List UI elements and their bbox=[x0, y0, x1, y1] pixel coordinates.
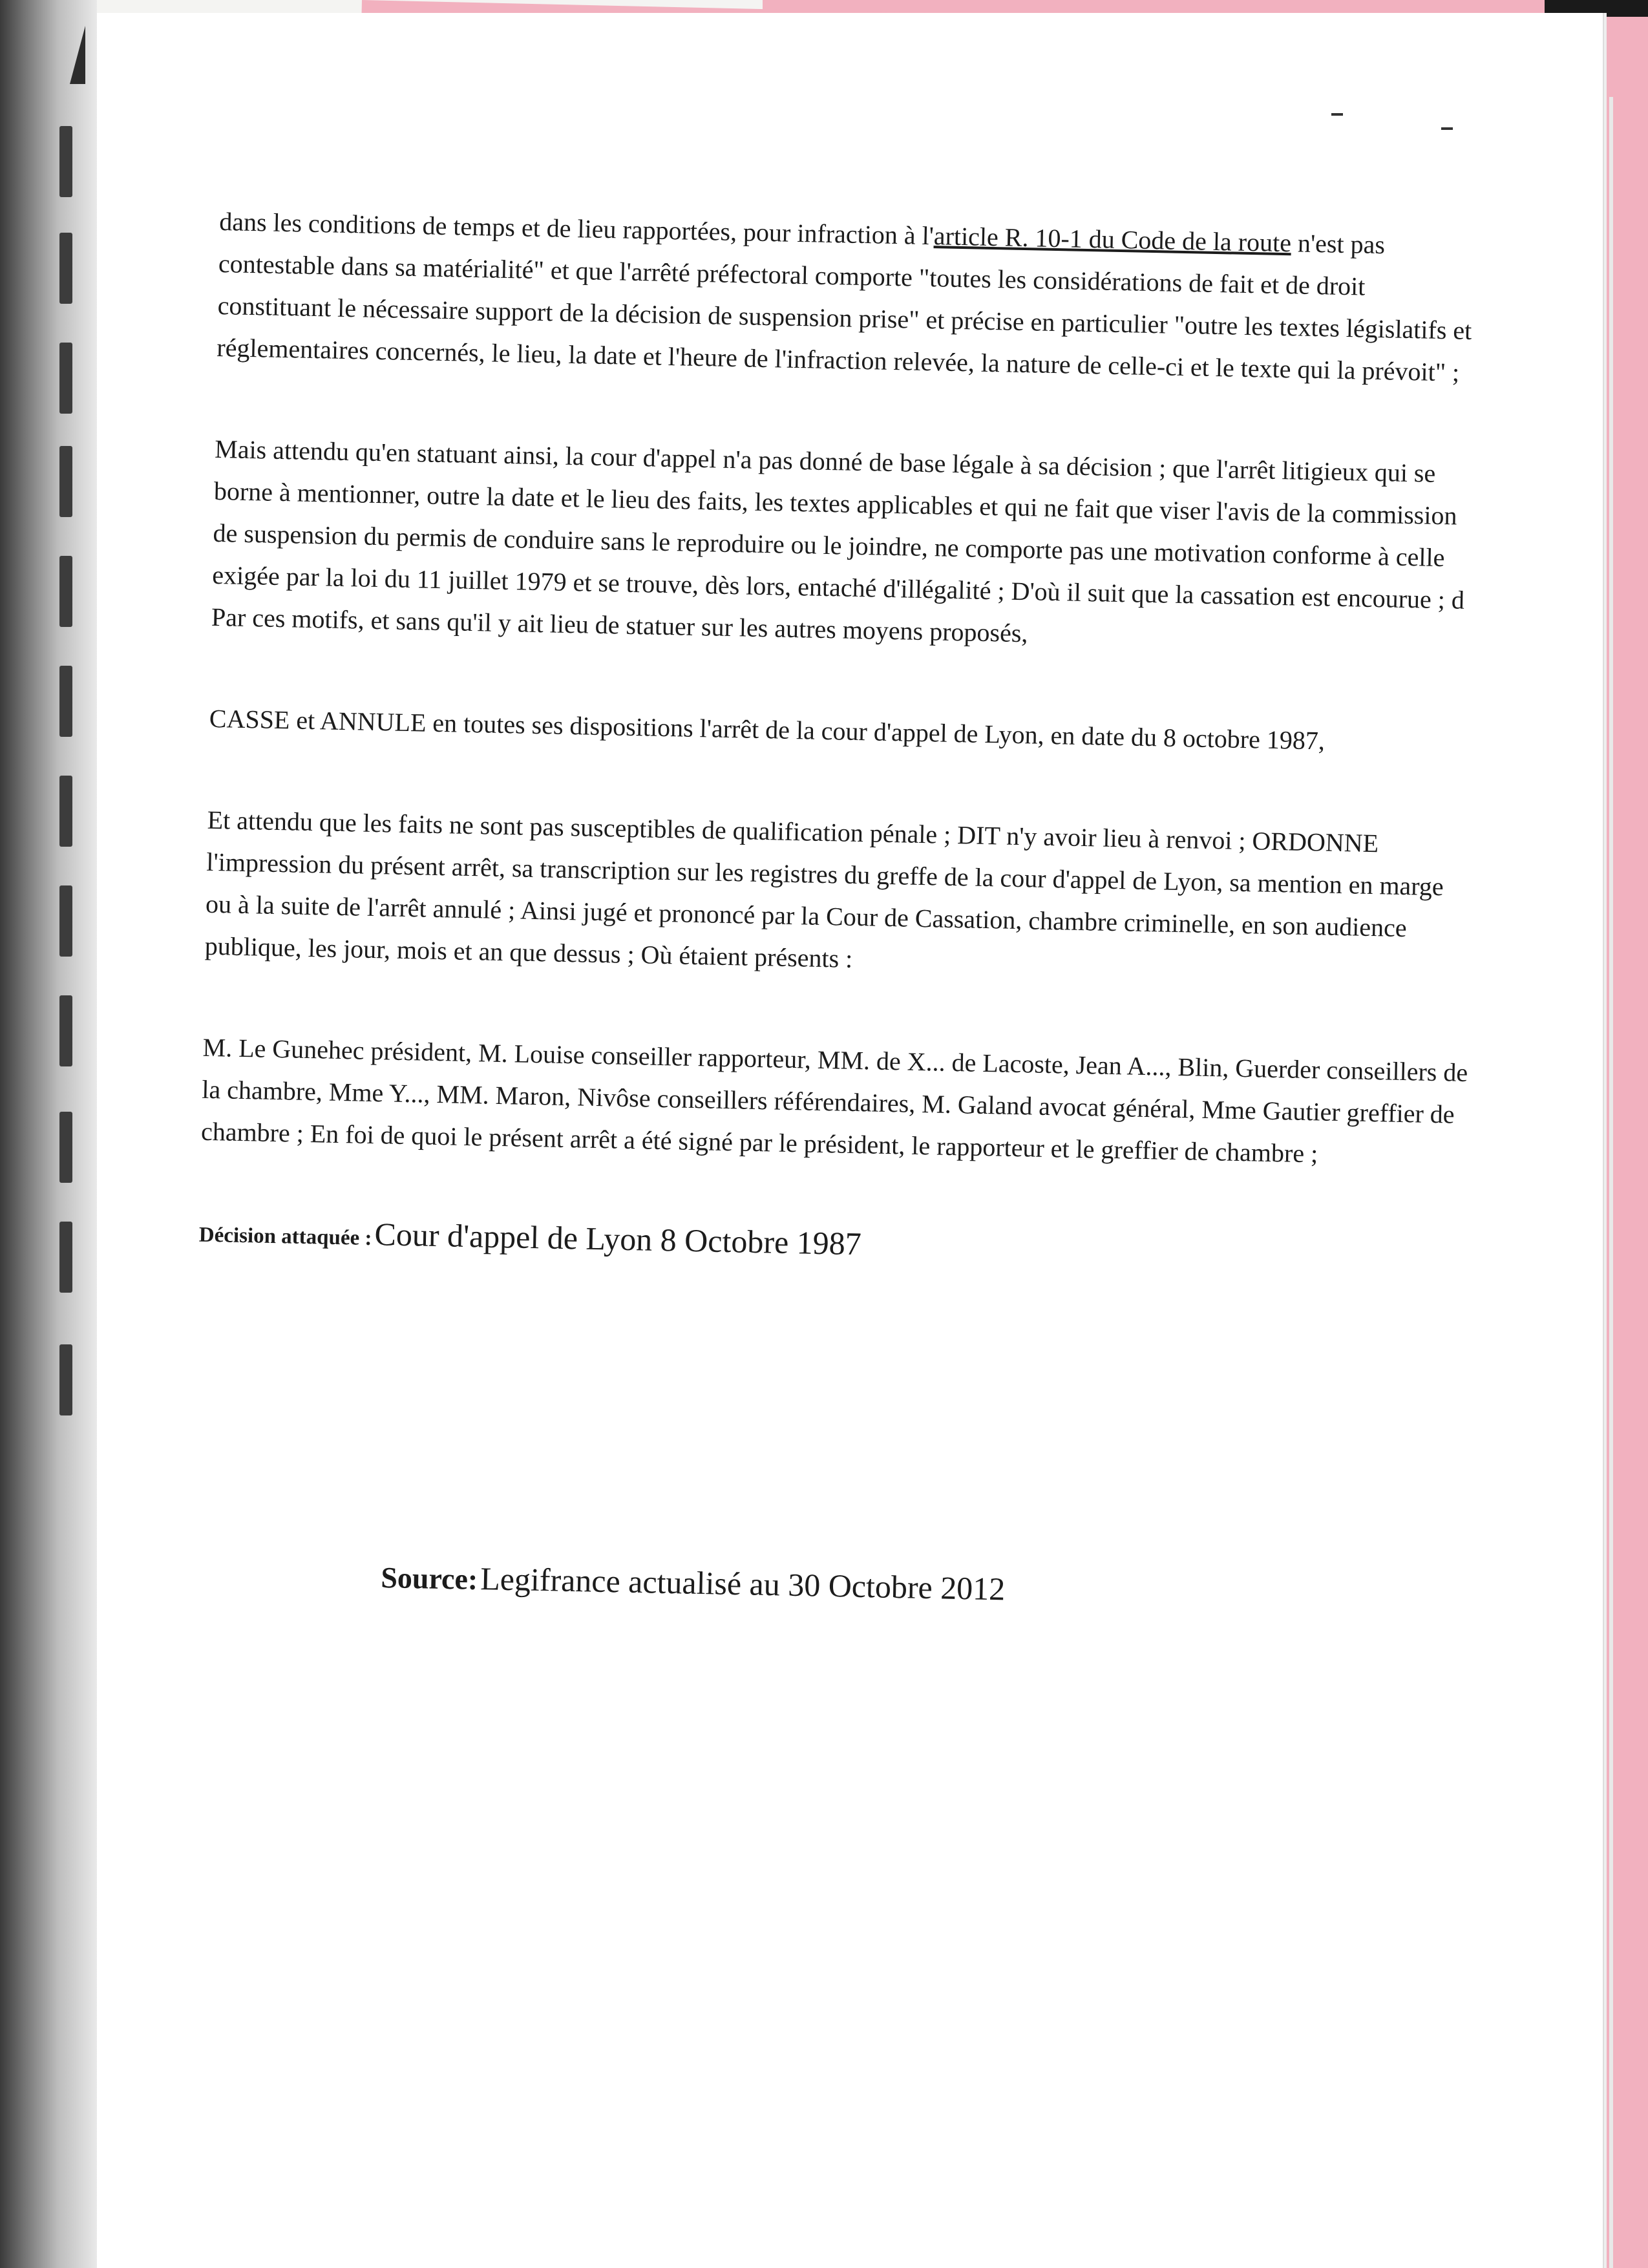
scan-mark bbox=[1331, 113, 1343, 116]
punch-hole bbox=[59, 343, 72, 414]
source-value: Legifrance actualisé au 30 Octobre 2012 bbox=[480, 1560, 1006, 1607]
paragraph-2: Mais attendu qu'en statuant ainsi, la cour d'appel n'a pas donné de base légale à sa décision ; que l'arrêt litigieux qui se borne à mentionner, outre la date et le lieu des faits, les textes applicables et qui ne fait que viser l'avis de la commission de suspension du permis de conduire sans le reproduire ou le joindre, ne comporte pas une motivation conforme à celle exigée par la loi du 11 juillet 1979 et se trouve, dès lors, entaché d'illégalité ; D'où il suit que la cassation est encourue ; d Par ces motifs, et sans qu'il y ait lieu de statuer sur les autres moyens proposés, bbox=[211, 434, 1465, 648]
punch-hole bbox=[59, 233, 72, 304]
binding-strip bbox=[0, 0, 97, 2268]
punch-hole bbox=[59, 666, 72, 737]
punch-hole bbox=[59, 1344, 72, 1415]
decision-attaquee bbox=[198, 1212, 1466, 1275]
scan-corner-mark bbox=[70, 26, 85, 84]
code-route-link[interactable]: article R. 10-1 du Code de la route bbox=[933, 221, 1292, 258]
paragraph-1-before: dans les conditions de temps et de lieu rapportées, pour infraction à l' bbox=[218, 206, 935, 251]
punch-hole bbox=[59, 885, 72, 957]
document-body bbox=[198, 200, 1486, 1275]
punch-hole bbox=[59, 995, 72, 1066]
paragraph-1-after: n'est pas contestable dans sa matérialité" et que l'arrêté préfectoral comporte "toutes les considérations de fait et de droit constituant le nécessaire support de la décision de suspension prise" et précise en particulier "outre les textes législatifs et réglementaires concernés, le lieu, la date et l'heure de l'infraction relevée, la nature de celle-ci et le texte qui la prévoit" ; bbox=[216, 228, 1472, 387]
source-label: Source: bbox=[380, 1560, 478, 1596]
punch-hole bbox=[59, 126, 72, 197]
punch-hole bbox=[59, 1112, 72, 1183]
paragraph-3: CASSE et ANNULE en toutes ses dispositions l'arrêt de la cour d'appel de Lyon, en date du 8 octobre 1987, bbox=[209, 703, 1326, 756]
paragraph-4: Et attendu que les faits ne sont pas susceptibles de qualification pénale ; DIT n'y avoir lieu à renvoi ; ORDONNE l'impression du présent arrêt, sa transcription sur les registres du greffe de la cour d'appel de Lyon, sa mention en marge ou à la suite de l'arrêt annulé ; Ainsi jugé et prononcé par la Cour de Cassation, chambre criminelle, en son audience publique, les jour, mois et an que dessus ; Où étaient présents : bbox=[204, 805, 1444, 973]
decision-value: Cour d'appel de Lyon 8 Octobre 1987 bbox=[374, 1216, 862, 1262]
decision-label: Décision attaquée : bbox=[198, 1223, 372, 1251]
document-page bbox=[90, 13, 1603, 2268]
punch-hole bbox=[59, 776, 72, 847]
paragraph-1 bbox=[217, 200, 1486, 394]
scan-mark bbox=[1441, 127, 1453, 130]
punch-hole bbox=[59, 556, 72, 627]
paragraph-5: M. Le Gunehec président, M. Louise conseiller rapporteur, MM. de X... de Lacoste, Jean A..., Blin, Guerder conseillers de la chambre, Mme Y..., MM. Maron, Nivôse conseillers référendaires, M. Galand avocat général, Mme Gautier greffier de chambre ; En foi de quoi le présent arrêt a été signé par le président, le rapporteur et le greffier de chambre ; bbox=[200, 1032, 1468, 1169]
punch-hole bbox=[59, 1222, 72, 1293]
page-edge bbox=[1609, 97, 1613, 2268]
punch-hole bbox=[59, 446, 72, 517]
